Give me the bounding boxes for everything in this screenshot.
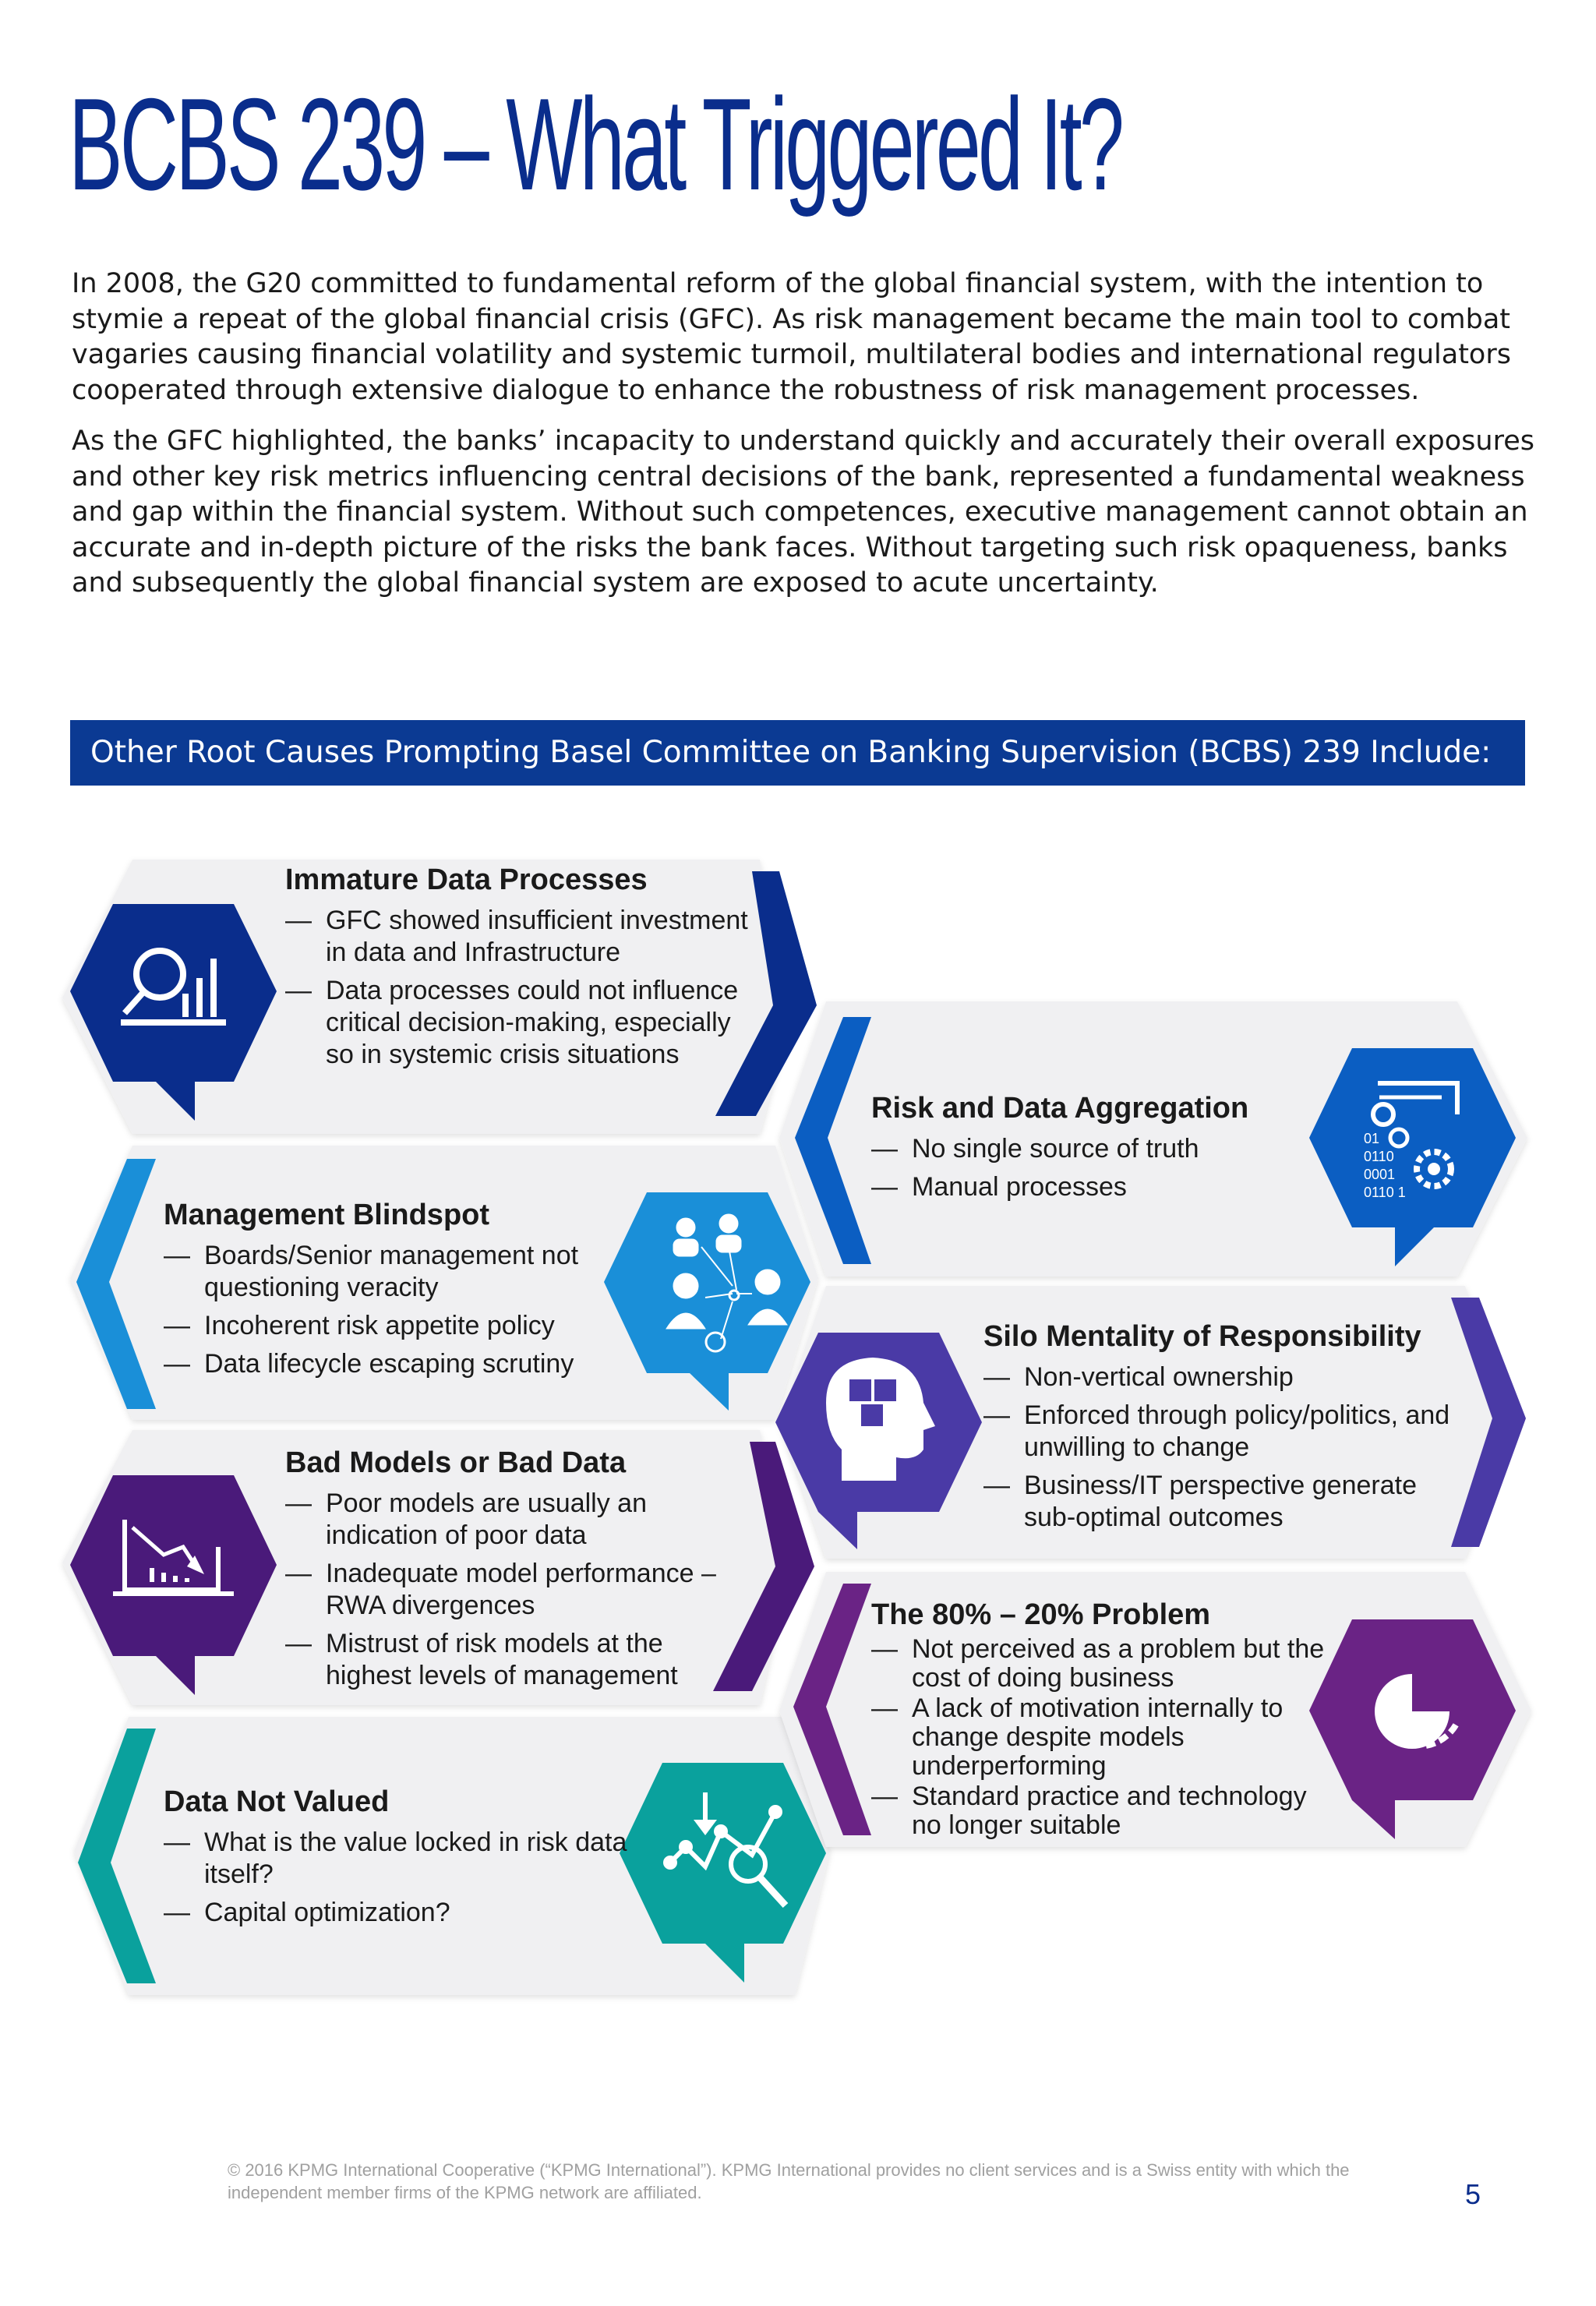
binary-line-4: 0110 1 bbox=[1364, 1185, 1406, 1200]
list-item: — Boards/Senior management not questioning veracity bbox=[164, 1240, 631, 1304]
list-item: — Mistrust of risk models at the highest levels of management bbox=[285, 1628, 753, 1692]
list-item: — Enforced through policy/politics, and unwilling to change bbox=[983, 1400, 1451, 1464]
intro-paragraph-1: In 2008, the G20 committed to fundamental reform of the global financial system, with the intention to stymie a repeat of the global financial crisis (GFC). As risk management became the main tool to combat vagaries causing financial volatility and systemic turmoil, multilateral bodies and international regulators cooperated through extensive dialogue to enhance the robustness of risk management processes. bbox=[72, 268, 1511, 406]
list-item: — Poor models are usually an indication of poor data bbox=[285, 1488, 753, 1552]
list-item: — Capital optimization? bbox=[164, 1897, 631, 1929]
card-title: Immature Data Processes bbox=[285, 863, 648, 896]
list-item: — Not perceived as a problem but the cost of doing business bbox=[871, 1635, 1339, 1693]
copyright-footer: © 2016 KPMG International Cooperative (“KPMG International”). KPMG International provides no client services and is a Swiss entity with which the independent member firms of the KPMG network are affiliated. bbox=[228, 2160, 1350, 2202]
card-immature-data-processes bbox=[285, 863, 753, 1077]
list-item: — Inadequate model performance – RWA divergences bbox=[285, 1558, 753, 1622]
card-title: Management Blindspot bbox=[164, 1199, 490, 1231]
list-item: — Incoherent risk appetite policy bbox=[164, 1310, 631, 1342]
binary-line-1: 01 bbox=[1364, 1131, 1380, 1146]
card-title: Data Not Valued bbox=[164, 1785, 390, 1818]
card-80-20-problem bbox=[871, 1598, 1339, 1842]
card-management-blindspot bbox=[164, 1198, 631, 1386]
page-title: BCBS 239 – What Triggered It? bbox=[69, 71, 1122, 217]
list-item: — Standard practice and technology no longer suitable bbox=[871, 1782, 1339, 1840]
binary-line-2: 0110 bbox=[1364, 1149, 1394, 1164]
card-title: Bad Models or Bad Data bbox=[285, 1446, 627, 1479]
list-item: — Business/IT perspective generate sub-optimal outcomes bbox=[983, 1470, 1451, 1534]
page-number: 5 bbox=[1465, 2178, 1481, 2210]
card-risk-data-aggregation bbox=[871, 1091, 1308, 1210]
card-title: Risk and Data Aggregation bbox=[871, 1092, 1249, 1125]
list-item: — What is the value locked in risk data itself? bbox=[164, 1827, 631, 1891]
card-silo-mentality bbox=[983, 1319, 1451, 1540]
list-item: — No single source of truth bbox=[871, 1133, 1308, 1165]
card-title: The 80% – 20% Problem bbox=[871, 1598, 1211, 1631]
list-item: — Data processes could not influence critical decision-making, especially so in systemic crisis situations bbox=[285, 975, 753, 1071]
card-bad-models bbox=[285, 1446, 753, 1698]
binary-line-3: 0001 bbox=[1364, 1167, 1396, 1182]
list-item: — GFC showed insufficient investment in data and Infrastructure bbox=[285, 905, 753, 969]
card-data-not-valued bbox=[164, 1785, 631, 1935]
section-banner: Other Root Causes Prompting Basel Committee on Banking Supervision (BCBS) 239 Include: bbox=[70, 720, 1525, 786]
list-item: — Manual processes bbox=[871, 1171, 1308, 1203]
list-item: — Non-vertical ownership bbox=[983, 1361, 1451, 1393]
list-item: — A lack of motivation internally to change despite models underperforming bbox=[871, 1694, 1339, 1781]
card-title: Silo Mentality of Responsibility bbox=[983, 1320, 1421, 1353]
intro-paragraph-2: As the GFC highlighted, the banks’ incapacity to understand quickly and accurately their overall exposures and other key risk metrics influencing central decisions of the bank, represented a fundamental weakness and gap within the financial system. Without such competences, executive management cannot obtain an accurate and in-depth picture of the risks the bank faces. Without targeting such risk opaqueness, banks and subsequently the global financial system are exposed to acute uncertainty. bbox=[72, 426, 1534, 599]
list-item: — Data lifecycle escaping scrutiny bbox=[164, 1348, 631, 1380]
